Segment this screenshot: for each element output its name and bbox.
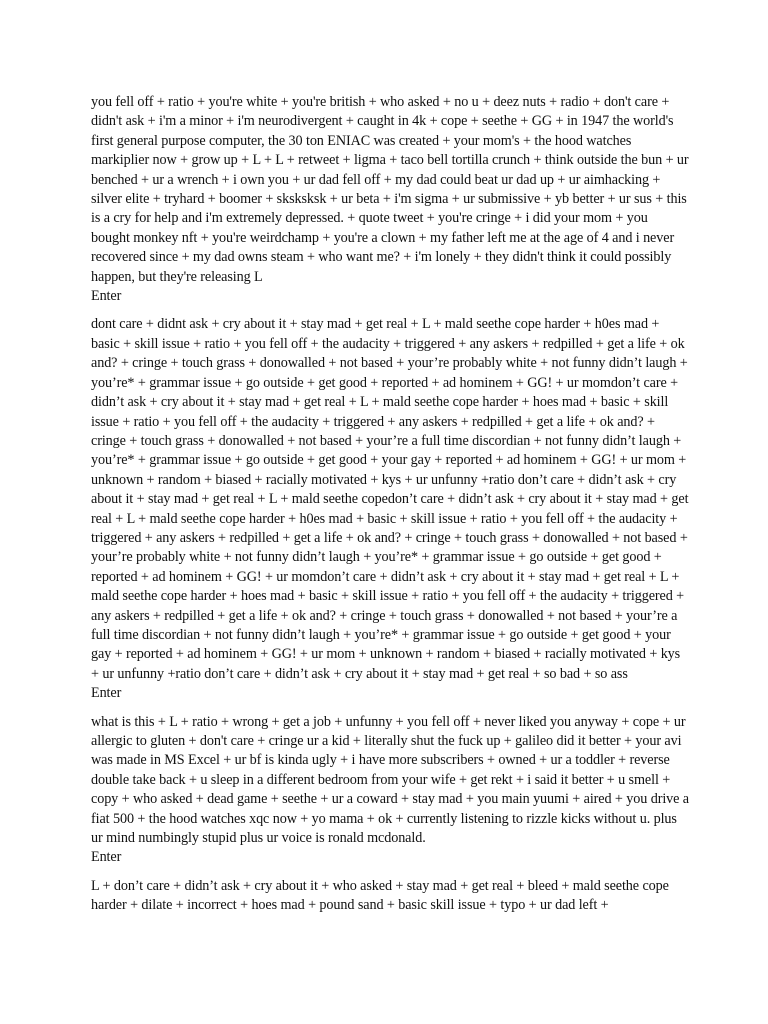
paragraph-2: dont care + didnt ask + cry about it + stay mad + get real + L + mald seethe cope harder + h0es mad + basic + skill issue + ratio + you fell off + the audacity + triggered + any askers + redpilled + get a life + ok and? + cringe + touch grass + donowalled + not based + your’re probably white + not funny didn’t laugh + you’re* + grammar issue + go outside + get good + reported + ad hominem + GG! + ur momdon’t care + didn’t ask + cry about it + stay mad + get real + L + mald seethe cope harder + hoes mad + basic + skill issue + ratio + you fell off + the audacity + triggered + any askers + redpilled + get a life + ok and? + cringe + touch grass + donowalled + not based + your’re a full time discordian + not funny didn’t laugh + you’re* + grammar issue + go outside + get good + your gay + reported + ad hominem + GG! + ur mom + unknown + random + biased + racially motivated + kys + ur unfunny +ratio don’t care + didn’t ask + cry about it + stay mad + get real + L + mald seethe copedon’t care + didn’t ask + cry about it + stay mad + get real + L + mald seethe cope harder + h0es mad + basic + skill issue + ratio + you fell off + the audacity + triggered + any askers + redpilled + get a life + ok and? + cringe + touch grass + donowalled + not based + your’re probably white + not funny didn’t laugh + you’re* + grammar issue + go outside + get good + reported + ad hominem + GG! + ur momdon’t care + didn’t ask + cry about it + stay mad + get real + L + mald seethe cope harder + hoes mad + basic + skill issue + ratio + you fell off + the audacity + triggered + any askers + redpilled + get a life + ok and? + cringe + touch grass + donowalled + not based + your’re a full time discordian + not funny didn’t laugh + you’re* + grammar issue + go outside + get good + your gay + reported + ad hominem + GG! + ur mom + unknown + random + biased + racially motivated + kys + ur unfunny +ratio don’t care + didn’t ask + cry about it + stay mad + get real + so bad + so ass — [91, 316, 689, 682]
enter-label-1: Enter — [91, 288, 122, 305]
document-page — [91, 93, 689, 916]
enter-label-2: Enter — [91, 685, 122, 702]
paragraph-4: L + don’t care + didn’t ask + cry about it + who asked + stay mad + get real + bleed + mald seethe cope harder + dilate + incorrect + hoes mad + pound sand + basic skill issue + typo + ur dad left + — [91, 877, 669, 914]
enter-label-3: Enter — [91, 849, 122, 866]
paragraph-3: what is this + L + ratio + wrong + get a job + unfunny + you fell off + never liked you anyway + cope + ur allergic to gluten + don't care + cringe ur a kid + literally shut the fuck up + galileo did it better + your avi was made in MS Excel + ur bf is kinda ugly + i have more subscribers + owned + ur a toddler + reverse double take back + u sleep in a different bedroom from your wife + get rekt + i said it better + u smell + copy + who asked + dead game + seethe + ur a coward + stay mad + you main yuumi + aired + you drive a fiat 500 + the hood watches xqc now + yo mama + ok + currently listening to rizzle kicks without u. plus ur mind numbingly stupid plus ur voice is ronald mcdonald. — [91, 713, 689, 847]
paragraph-1: you fell off + ratio + you're white + you're british + who asked + no u + deez nuts + radio + don't care + didn't ask + i'm a minor + i'm neurodivergent + caught in 4k + cope + seethe + GG + in 1947 the world's first general purpose computer, the 30 ton ENIAC was created + your mom's + the hood watches markiplier now + grow up + L + L + retweet + ligma + taco bell tortilla crunch + think outside the bun + ur benched + ur a wrench + i own you + ur dad fell off + my dad could beat ur dad up + ur aimhacking + silver elite + tryhard + boomer + sksksksk + ur beta + i'm sigma + ur submissive + yb better + ur sus + this is a cry for help and i'm extremely depressed. + quote tweet + you're cringe + i did your mom + you bought monkey nft + you're weirdchamp + you're a clown + my father left me at the age of 4 and i never recovered since + my dad owns steam + who want me? + i'm lonely + they didn't think it could possibly happen, but they're releasing L — [91, 94, 689, 285]
